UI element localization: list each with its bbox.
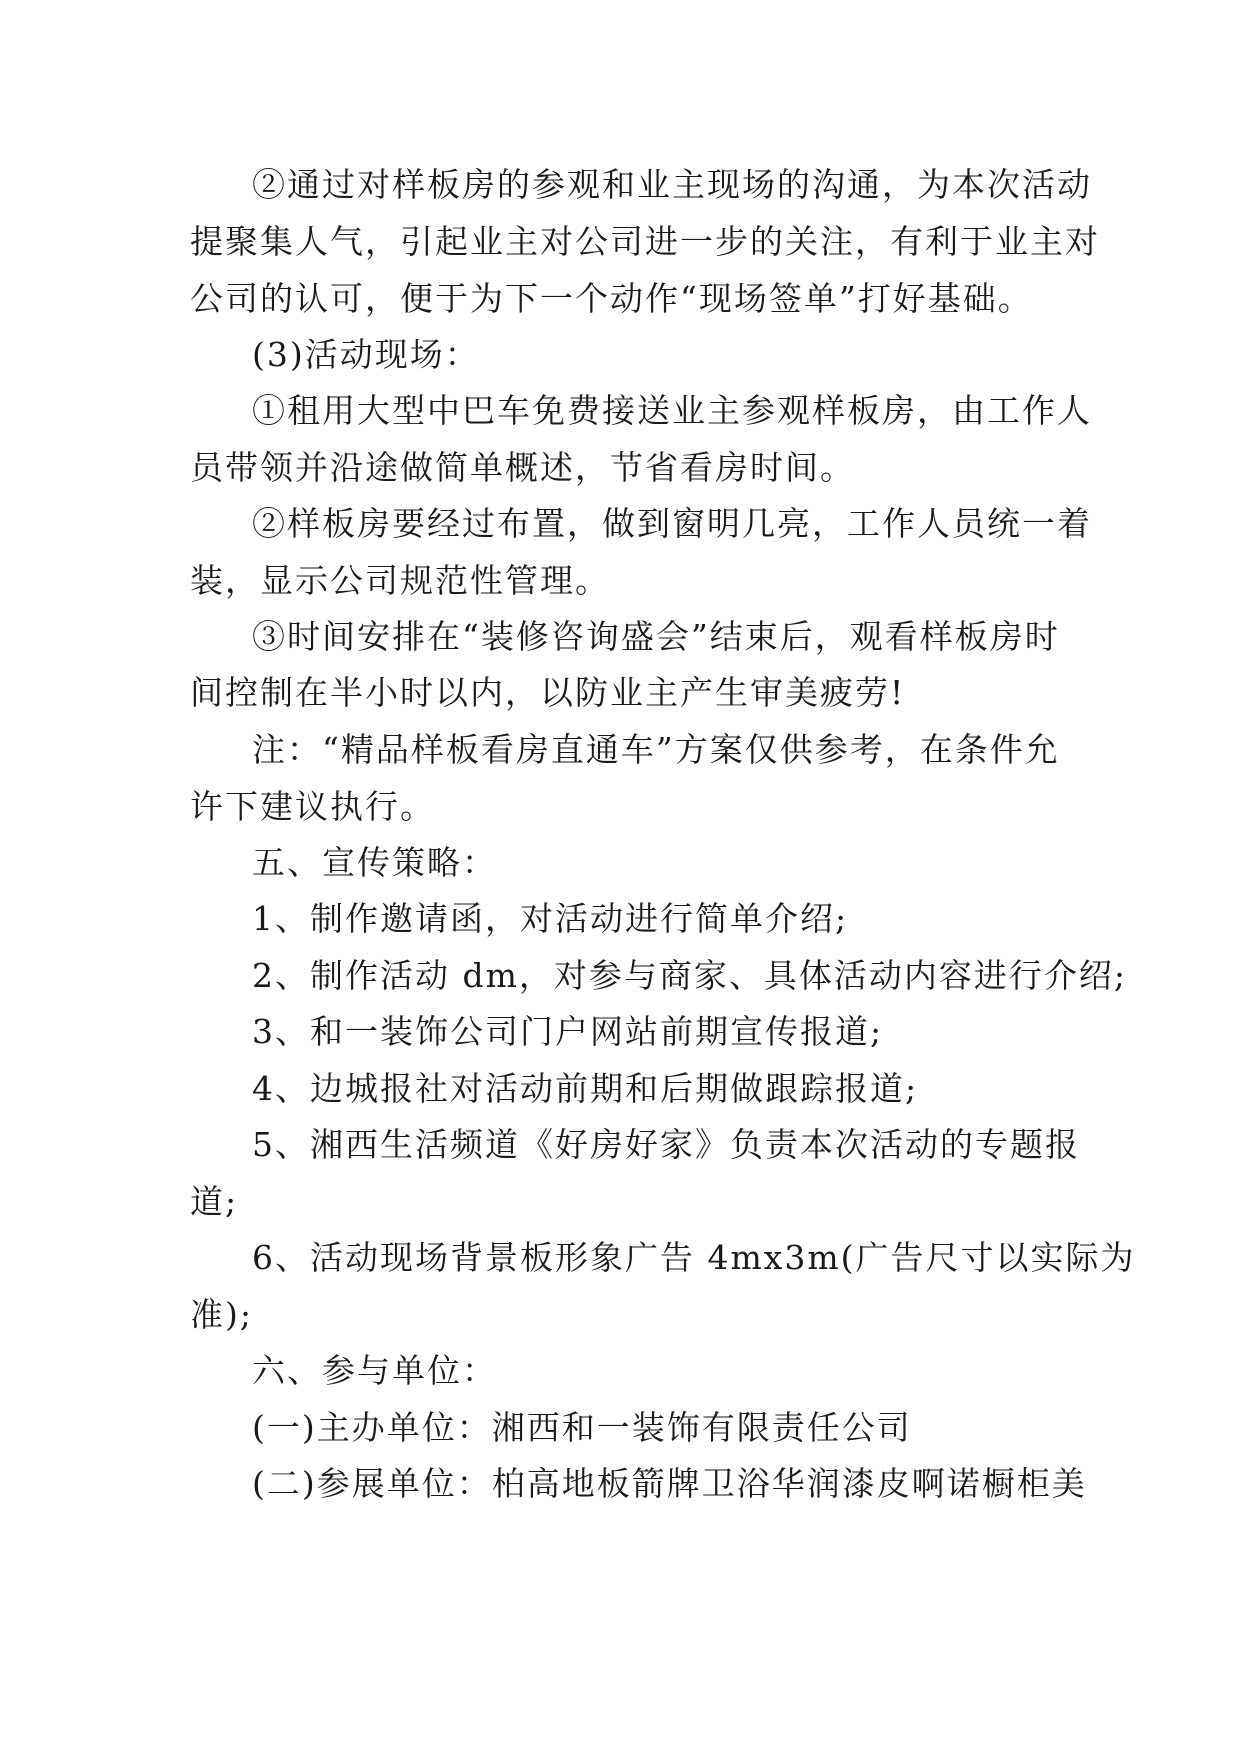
list-item: 6、活动现场背景板形象广告 4mx3m(广告尺寸以实际为	[252, 1238, 1136, 1277]
list-item-continuation: 准);	[190, 1295, 253, 1334]
list-item: 2、制作活动 dm，对参与商家、具体活动内容进行介绍;	[252, 956, 1128, 995]
list-item: (一)主办单位：湘西和一装饰有限责任公司	[252, 1408, 912, 1447]
paragraph-line: 公司的认可，便于为下一个动作“现场签单”打好基础。	[190, 279, 1033, 318]
paragraph-line: ③时间安排在“装修咨询盛会”结束后，观看样板房时	[252, 617, 1060, 656]
list-item-continuation: 道;	[190, 1182, 239, 1221]
paragraph-line: ②通过对样板房的参观和业主现场的沟通，为本次活动	[252, 165, 1092, 204]
section-heading: (3)活动现场：	[252, 335, 480, 374]
list-item: 4、边城报社对活动前期和后期做跟踪报道;	[252, 1069, 919, 1108]
section-heading: 五、宣传策略：	[252, 843, 497, 882]
paragraph-line: ①租用大型中巴车免费接送业主参观样板房，由工作人	[252, 391, 1092, 430]
paragraph-line: ②样板房要经过布置，做到窗明几亮，工作人员统一着	[252, 504, 1092, 543]
note-line: 注：“精品样板看房直通车”方案仅供参考，在条件允	[252, 730, 1060, 769]
paragraph-line: 装，显示公司规范性管理。	[190, 561, 610, 600]
paragraph-line: 提聚集人气，引起业主对公司进一步的关注，有利于业主对	[190, 222, 1100, 261]
note-line: 许下建议执行。	[190, 787, 435, 826]
paragraph-line: 员带领并沿途做简单概述，节省看房时间。	[190, 448, 855, 487]
section-heading: 六、参与单位：	[252, 1351, 497, 1390]
paragraph-line: 间控制在半小时以内，以防业主产生审美疲劳!	[190, 673, 906, 712]
list-item: (二)参展单位：柏高地板箭牌卫浴华润漆皮啊诺橱柜美	[252, 1464, 1087, 1503]
list-item: 1、制作邀请函，对活动进行简单介绍;	[252, 899, 849, 938]
list-item: 5、湘西生活频道《好房好家》负责本次活动的专题报	[252, 1125, 1080, 1164]
list-item: 3、和一装饰公司门户网站前期宣传报道;	[252, 1012, 884, 1051]
